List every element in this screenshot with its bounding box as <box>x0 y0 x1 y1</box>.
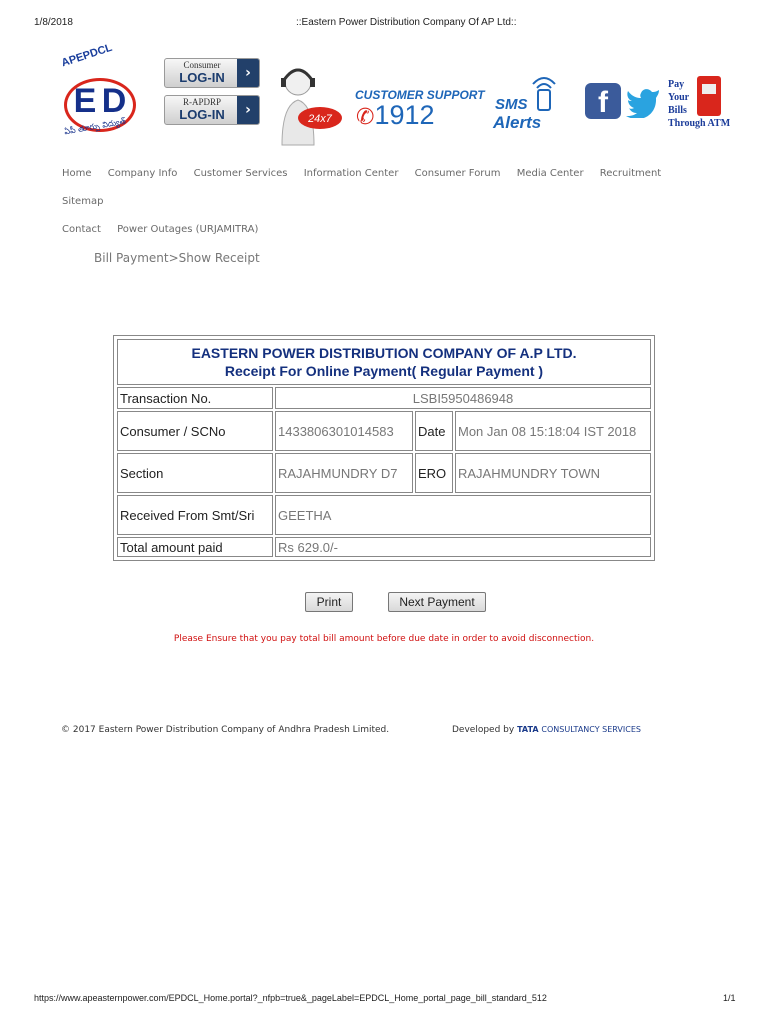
nav-item-power-outages[interactable]: Power Outages (URJAMITRA) <box>117 224 259 235</box>
mobile-phone-icon <box>527 74 561 112</box>
consumer-login-small-label: Consumer <box>183 60 221 70</box>
receipt-heading <box>117 339 651 385</box>
nav-item-consumer-forum[interactable]: Consumer Forum <box>414 168 501 179</box>
sms-text: SMS <box>495 96 528 113</box>
tcs-text: CONSULTANCY SERVICES <box>541 725 641 734</box>
receipt-table <box>113 335 655 561</box>
main-nav <box>62 160 722 244</box>
support-badge-text: 24x7 <box>308 113 332 125</box>
nav-item-media-center[interactable]: Media Center <box>516 168 584 179</box>
company-name-heading: EASTERN POWER DISTRIBUTION COMPANY OF A.P LTD. <box>191 345 577 361</box>
received-from-value: GEETHA <box>275 495 651 535</box>
rapdrp-login-small-label: R-APDRP <box>182 97 221 107</box>
total-amount-label: Total amount paid <box>117 537 273 557</box>
consumer-label: Consumer / SCNo <box>117 411 273 451</box>
ero-value: RAJAHMUNDRY TOWN <box>455 453 651 493</box>
customer-support-number[interactable] <box>356 100 435 131</box>
consumer-login-big-label: LOG-IN <box>179 70 225 85</box>
print-url: https://www.apeasternpower.com/EPDCL_Home.portal?_nfpb=true&_pageLabel=EPDCL_Home_portal_page_bill_standard_512 <box>34 993 547 1003</box>
transaction-value: LSBI5950486948 <box>275 387 651 409</box>
facebook-icon[interactable]: f <box>585 83 621 119</box>
print-title: ::Eastern Power Distribution Company Of AP Ltd:: <box>296 17 517 28</box>
customer-support-agent-icon <box>272 60 350 148</box>
phone-icon: ✆ <box>356 104 375 129</box>
print-page-number: 1/1 <box>723 993 736 1003</box>
consumer-value: 1433806301014583 <box>275 411 413 451</box>
rapdrp-login-button[interactable] <box>164 95 260 125</box>
total-amount-value: Rs 629.0/- <box>275 537 651 557</box>
due-date-warning: Please Ensure that you pay total bill amount before due date in order to avoid disconnection. <box>173 634 595 644</box>
nav-item-company-info[interactable]: Company Info <box>107 168 178 179</box>
breadcrumb: Bill Payment>Show Receipt <box>94 251 260 265</box>
nav-item-sitemap[interactable]: Sitemap <box>62 196 104 207</box>
nav-item-home[interactable]: Home <box>62 168 92 179</box>
nav-item-customer-services[interactable]: Customer Services <box>193 168 288 179</box>
sms-alerts-link[interactable] <box>491 74 563 136</box>
transaction-label: Transaction No. <box>117 387 273 409</box>
atm-line-through: Through ATM <box>668 118 731 129</box>
print-button[interactable]: Print <box>305 592 353 612</box>
atm-line-pay: Pay <box>668 79 685 90</box>
print-date: 1/8/2018 <box>34 17 73 28</box>
atm-screen <box>702 84 716 94</box>
customer-support-title: CUSTOMER SUPPORT <box>355 88 485 102</box>
next-payment-button[interactable]: Next Payment <box>388 592 486 612</box>
logo-telugu-text: ఏపీ తూర్పు విద్యుత్ <box>63 116 127 137</box>
apepdcl-logo[interactable] <box>54 41 156 137</box>
developer-credit[interactable] <box>452 725 641 735</box>
receipt-type-heading: Receipt For Online Payment( Regular Payment ) <box>224 363 544 379</box>
tata-logo-text: TATA <box>517 725 539 734</box>
copyright-text: © 2017 Eastern Power Distribution Company of Andhra Pradesh Limited. <box>61 725 390 735</box>
date-label: Date <box>415 411 453 451</box>
alerts-text: Alerts <box>493 113 542 132</box>
support-number-text: 1912 <box>374 100 435 130</box>
section-value: RAJAHMUNDRY D7 <box>275 453 413 493</box>
nav-item-contact[interactable]: Contact <box>62 224 101 235</box>
atm-line-your: Your <box>668 92 690 103</box>
twitter-icon[interactable] <box>625 86 661 118</box>
chevron-right-icon: › <box>237 96 259 124</box>
logo-letters: E D <box>73 82 125 120</box>
date-value: Mon Jan 08 15:18:04 IST 2018 <box>455 411 651 451</box>
chevron-right-icon: › <box>237 59 259 87</box>
rapdrp-login-big-label: LOG-IN <box>179 107 225 122</box>
atm-line-bills: Bills <box>668 105 687 116</box>
received-from-label: Received From Smt/Sri <box>117 495 273 535</box>
logo-brand-text: APEPDCL <box>60 41 114 70</box>
nav-item-information-center[interactable]: Information Center <box>303 168 399 179</box>
nav-item-recruitment[interactable]: Recruitment <box>599 168 662 179</box>
atm-machine-icon <box>697 76 721 116</box>
ero-label: ERO <box>415 453 453 493</box>
developed-by-label: Developed by <box>452 725 515 735</box>
section-label: Section <box>117 453 273 493</box>
consumer-login-button[interactable] <box>164 58 260 88</box>
